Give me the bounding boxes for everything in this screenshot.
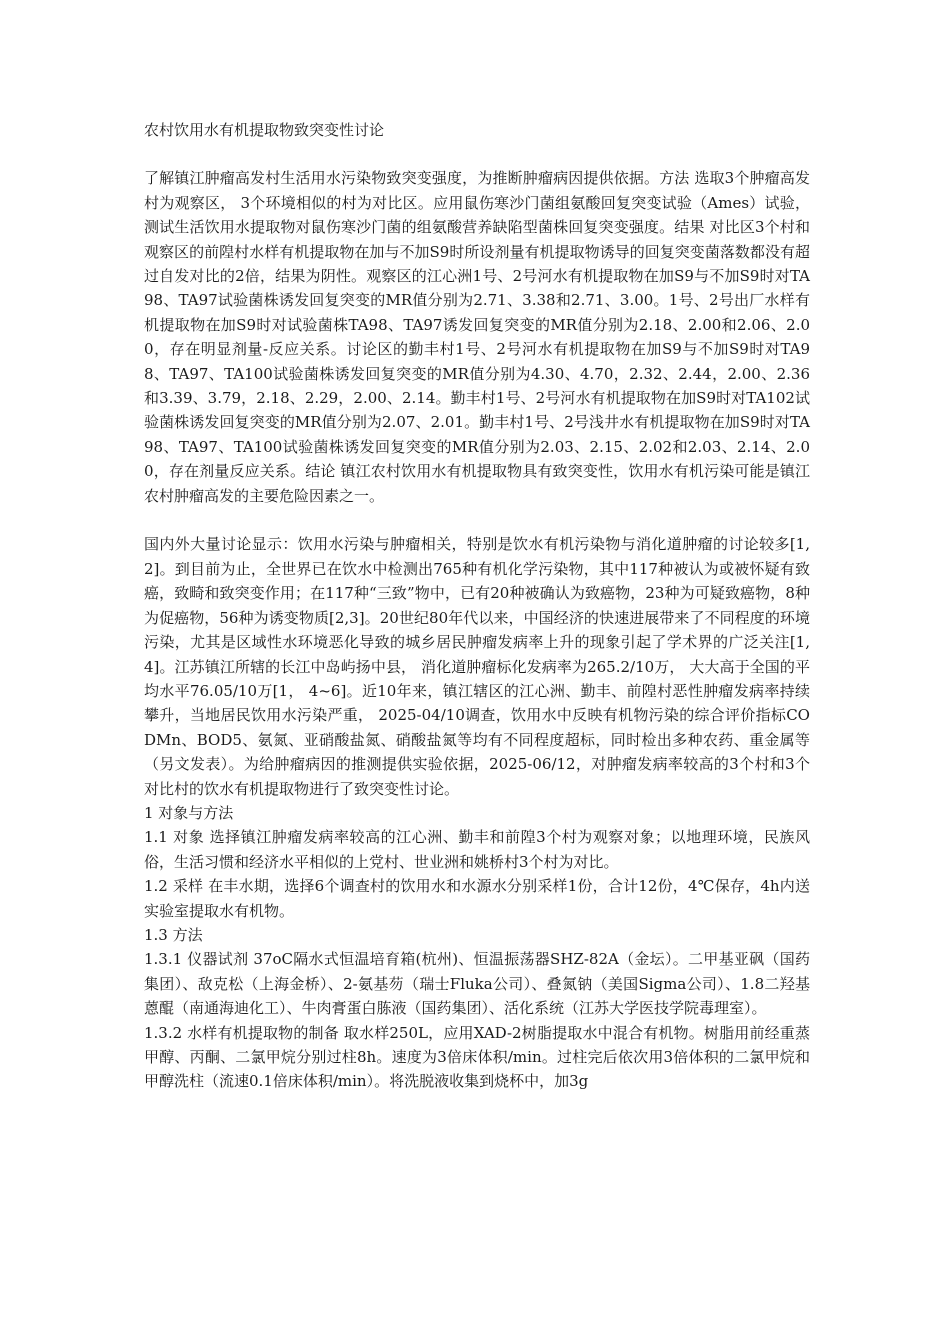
abstract-paragraph: 了解镇江肿瘤高发村生活用水污染物致突变强度，为推断肿瘤病因提供依据。方法 选取3个肿瘤高发村为观察区， 3个环境相似的村为对比区。应用鼠伤寒沙门菌组氨酸回复突变试验（Ames）试验，测试生活饮用水提取物对鼠伤寒沙门菌的组氨酸营养缺陷型菌株回复突变强度。结果 对比区3个村和观察区的前隍村水样有机提取物在加与不加S9时所设剂量有机提取物诱导的回复突变菌落数都没有超过自发对比的2倍，结果为阴性。观察区的江心洲1号、2号河水有机提取物在加S9与不加S9时对TA98、TA97试验菌株诱发回复突变的MR值分别为2.71、3.38和2.71、3.00。1号、2号出厂水样有机提取物在加S9时对试验菌株TA98、TA97诱发回复突变的MR值分别为2.18、2.00和2.06、2.00，存在明显剂量-反应关系。讨论区的勤丰村1号、2号河水有机提取物在加S9与不加S9时对TA98、TA97、TA100试验菌株诱发回复突变的MR值分别为4.30、4.70，2.32、2.44，2.00、2.36和3.39、3.79，2.18、2.29，2.00、2.14。勤丰村1号、2号河水有机提取物在加S9时对TA102试验菌株诱发回复突变的MR值分别为2.07、2.01。勤丰村1号、2号浅井水有机提取物在加S9时对TA98、TA97、TA100试验菌株诱发回复突变的MR值分别为2.03、2.15、2.02和2.03、2.14、2.00，存在剂量反应关系。结论 镇江农村饮用水有机提取物具有致突变性，饮用水有机污染可能是镇江农村肿瘤高发的主要危险因素之一。 xyxy=(144,169,810,505)
subsection-1-1: 1.1 对象 选择镇江肿瘤发病率较高的江心洲、勤丰和前隍3个村为观察对象；以地理环境，民族风俗，生活习惯和经济水平相似的上党村、世业洲和姚桥村3个村为对比。 xyxy=(144,828,810,871)
subsection-1-3-2: 1.3.2 水样有机提取物的制备 取水样250L，应用XAD-2树脂提取水中混合有机物。树脂用前经重蒸甲醇、丙酮、二氯甲烷分别过柱8h。速度为3倍床体积/min。过柱完后依次用3倍体积的二氯甲烷和甲醇洗柱（流速0.1倍床体积/min）。将洗脱液收集到烧杯中，加3g xyxy=(144,1023,810,1091)
subsection-1-3: 1.3 方法 xyxy=(144,925,203,944)
paragraph-gap xyxy=(144,508,810,532)
subsection-1-3-1: 1.3.1 仪器试剂 37oC隔水式恒温培育箱(杭州)、恒温振荡器SHZ-82A（金坛）。二甲基亚砜（国药集团）、敌克松（上海金桥）、2-氨基芴（瑞士Fluka公司）、叠氮钠（美国Sigma公司）、1.8二羟基蒽醌（南通海迪化工）、牛肉膏蛋白胨液（国药集团）、活化系统（江苏大学医技学院毒理室）。 xyxy=(144,950,810,1018)
section-heading: 1 对象与方法 xyxy=(144,803,234,822)
document-title: 农村饮用水有机提取物致突变性讨论 xyxy=(144,121,385,139)
document-page xyxy=(144,118,810,1094)
intro-paragraph: 国内外大量讨论显示：饮用水污染与肿瘤相关，特别是饮水有机污染物与消化道肿瘤的讨论较多[1,2]。到目前为止，全世界已在饮水中检测出765种有机化学污染物，其中117种被认为或被怀疑有致癌，致畸和致突变作用；在117种“三致”物中，已有20种被确认为致癌物，23种为可疑致癌物，8种为促癌物，56种为诱变物质[2,3]。20世纪80年代以来，中国经济的快速进展带来了不同程度的环境污染，尤其是区域性水环境恶化导致的城乡居民肿瘤发病率上升的现象引起了学术界的广泛关注[1,4]。江苏镇江所辖的长江中岛屿扬中县， 消化道肿瘤标化发病率为265.2/10万， 大大高于全国的平均水平76.05/10万[1， 4~6]。近10年来，镇江辖区的江心洲、勤丰、前隍村恶性肿瘤发病率持续攀升，当地居民饮用水污染严重， 2025-04/10调查，饮用水中反映有机物污染的综合评价指标CODMn、BOD5、氨氮、亚硝酸盐氮、硝酸盐氮等均有不同程度超标，同时检出多种农药、重金属等（另文发表）。为给肿瘤病因的推测提供实验依据，2025-06/12，对肿瘤发病率较高的3个村和3个对比村的饮水有机提取物进行了致突变性讨论。 xyxy=(144,535,810,798)
subsection-1-2: 1.2 采样 在丰水期，选择6个调查村的饮用水和水源水分别采样1份，合计12份，4℃保存，4h内送实验室提取水有机物。 xyxy=(144,877,810,920)
